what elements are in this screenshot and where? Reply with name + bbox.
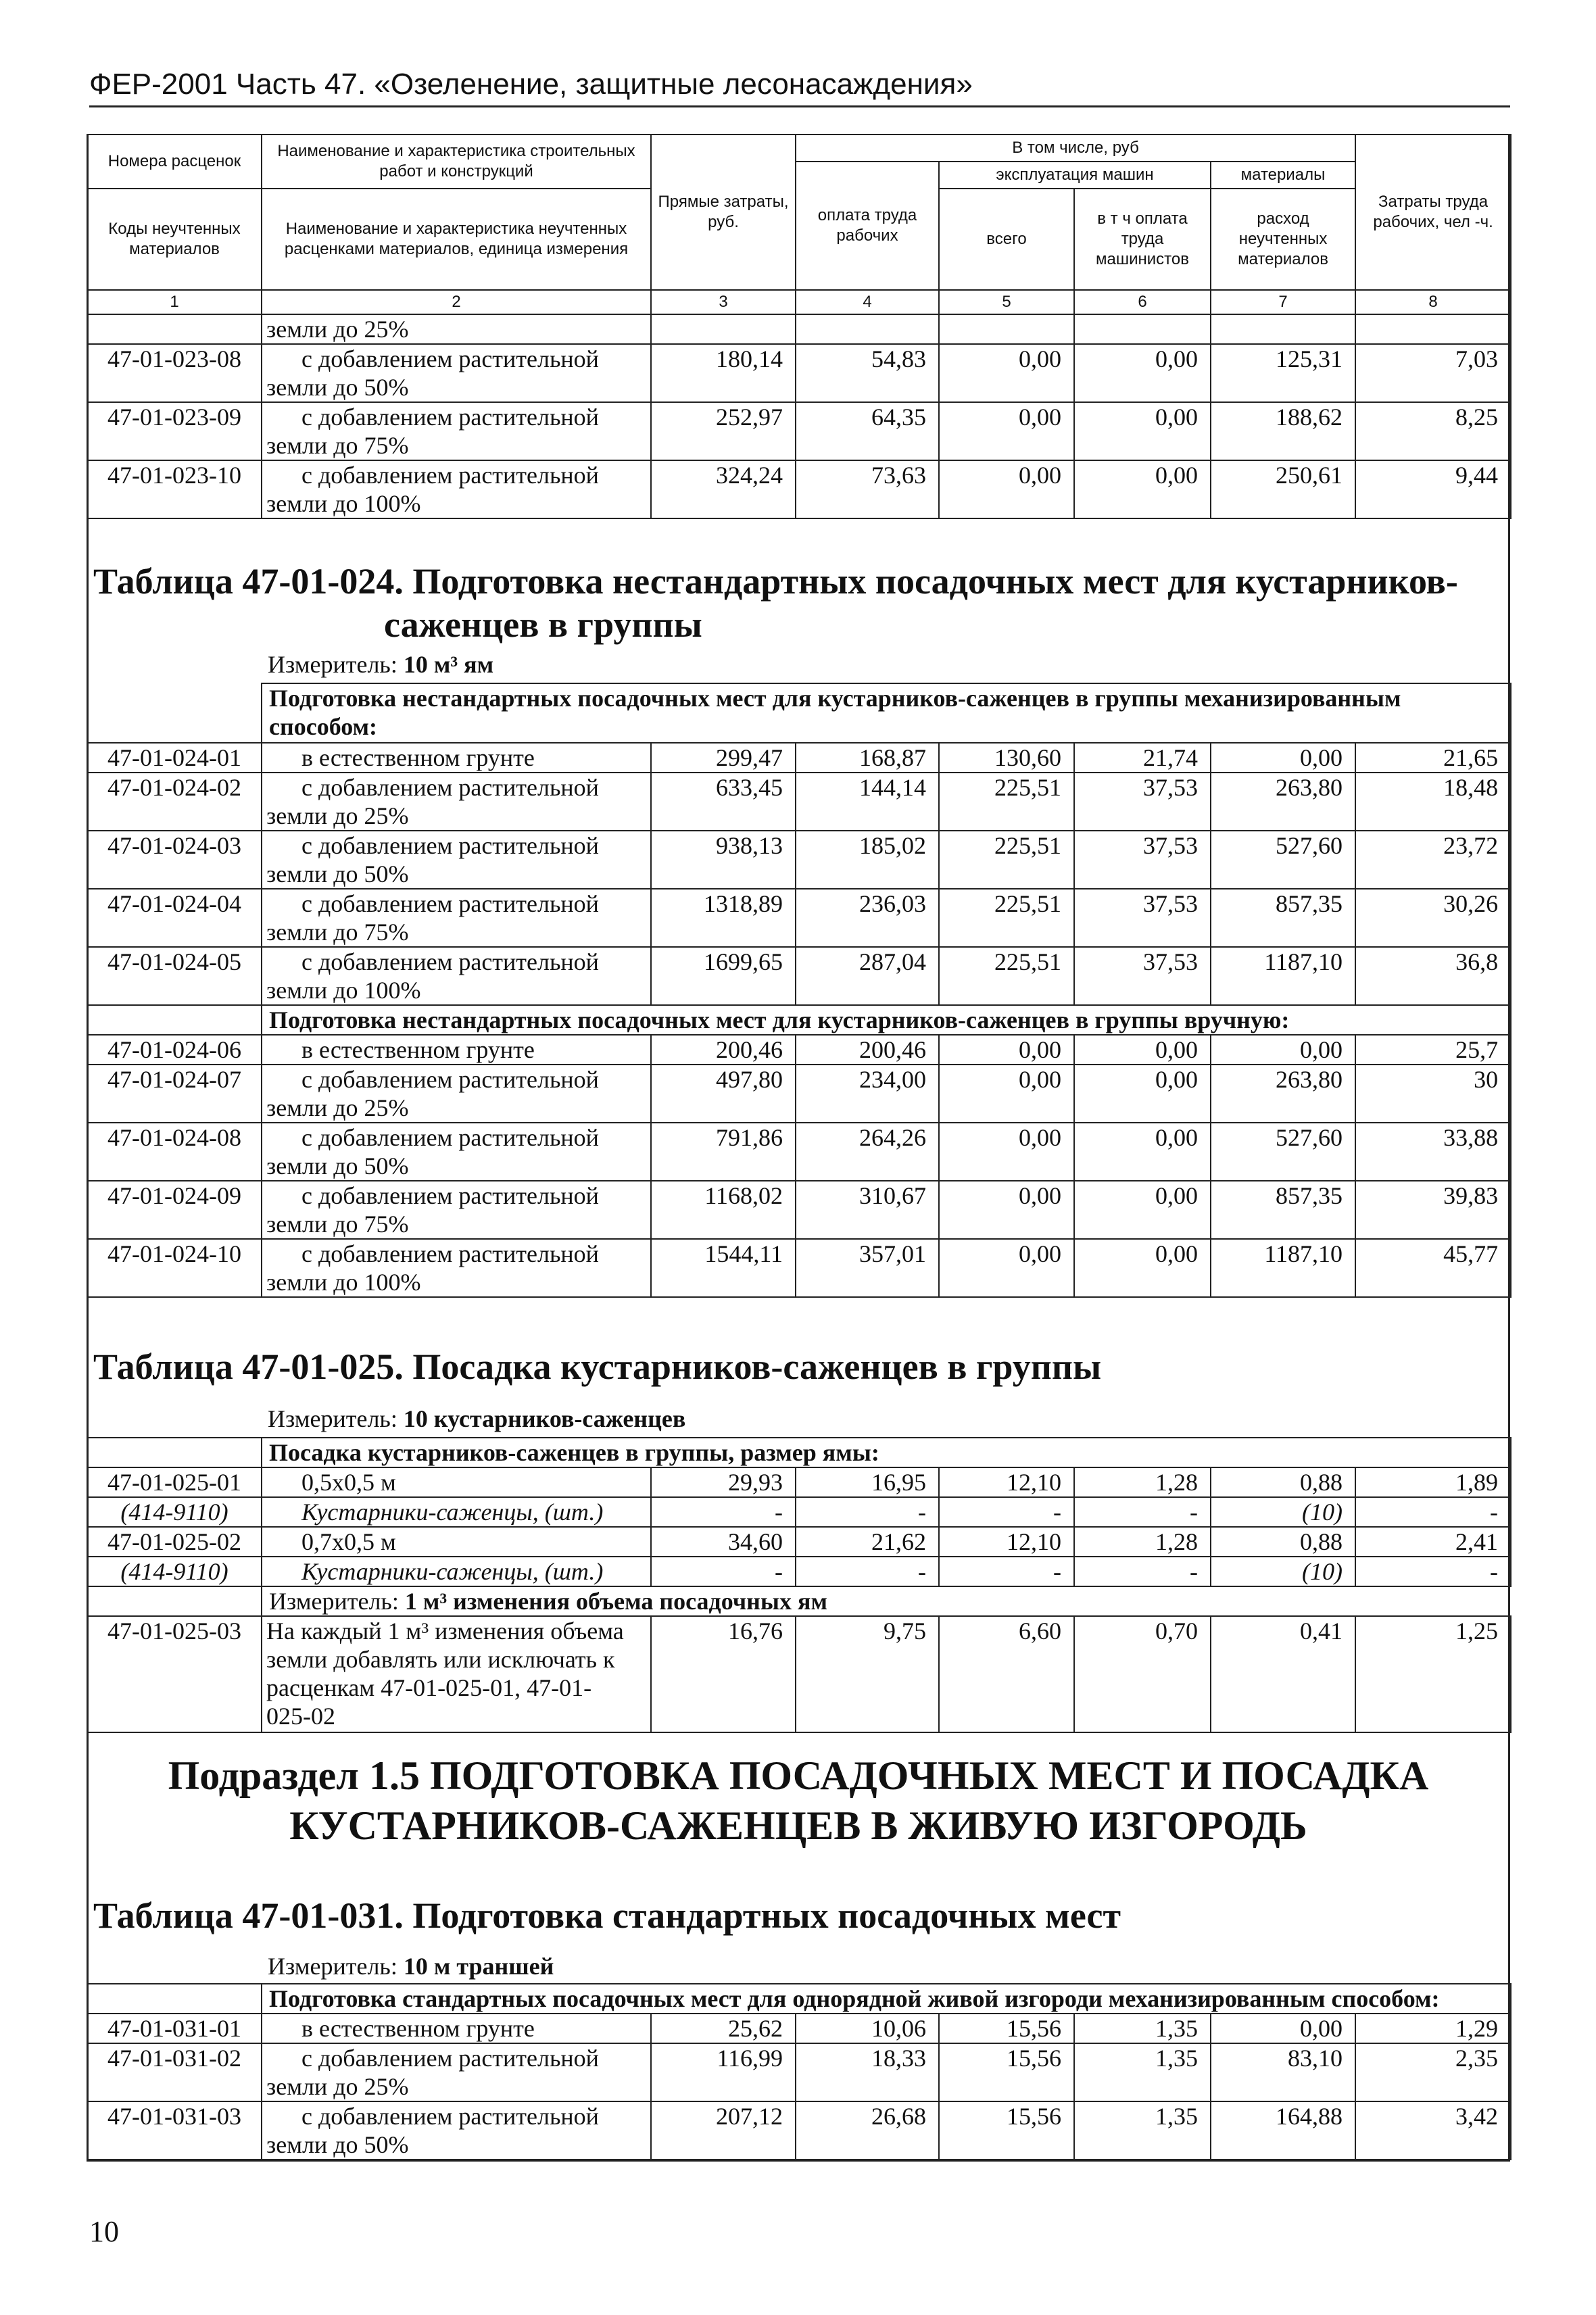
- value-wages: 168,87: [796, 743, 939, 773]
- value-wages: 310,67: [796, 1181, 939, 1239]
- value-wages: 9,75: [796, 1616, 939, 1732]
- value-direct: 1699,65: [651, 947, 796, 1005]
- value-wages: 185,02: [796, 831, 939, 889]
- value-machines: 15,56: [939, 2014, 1074, 2043]
- value-materials: 0,00: [1211, 1035, 1355, 1065]
- name-line: в естественном грунте: [301, 1036, 535, 1063]
- value-materials: 0,00: [1211, 743, 1355, 773]
- measure-label: Измеритель:: [268, 1405, 404, 1432]
- value-machines: 225,51: [939, 947, 1074, 1005]
- material-name: [262, 1557, 651, 1586]
- value-materials: 0,88: [1211, 1467, 1355, 1497]
- value-direct: 633,45: [651, 773, 796, 831]
- table-031-measure: [268, 1952, 554, 1980]
- value-materials: 250,61: [1211, 460, 1355, 518]
- value-direct: 116,99: [651, 2043, 796, 2101]
- name-line: с добавлением растительной: [301, 2103, 599, 2130]
- value-materials: 857,35: [1211, 889, 1355, 947]
- name-line: На каждый 1 м³ изменения объема: [266, 1617, 624, 1644]
- table-row: [87, 1239, 1511, 1297]
- name-line: с добавлением растительной: [301, 2045, 599, 2072]
- table-row: [87, 460, 1511, 518]
- value-machines-wages: 0,70: [1074, 1616, 1211, 1732]
- table-row: [87, 1123, 1511, 1181]
- name-line: с добавлением растительной: [301, 948, 599, 975]
- value-machines: 0,00: [939, 344, 1074, 402]
- value-direct: 299,47: [651, 743, 796, 773]
- value-direct: 938,13: [651, 831, 796, 889]
- table-row: [87, 947, 1511, 1005]
- value-machines: 225,51: [939, 889, 1074, 947]
- name-line: Кустарники-саженцы, (шт.): [301, 1498, 604, 1526]
- measure-value: 1 м³ изменения объема посадочных ям: [404, 1588, 827, 1615]
- col-incl: В том числе, руб: [796, 135, 1355, 162]
- value-wages: 287,04: [796, 947, 939, 1005]
- row-name: [262, 1467, 651, 1497]
- col-code-top: Номера расценок: [87, 135, 262, 189]
- value-machines-wages: 0,00: [1074, 1123, 1211, 1181]
- measure-value: 10 м траншей: [403, 1953, 554, 1980]
- value-machines: 0,00: [939, 1239, 1074, 1297]
- row-code: 47-01-031-03: [87, 2101, 262, 2160]
- value-machines-wages: 37,53: [1074, 947, 1211, 1005]
- name-line: с добавлением растительной: [301, 1182, 599, 1209]
- table-031: [87, 1983, 1512, 2160]
- table-025-title: Таблица 47-01-025. Посадка кустарников-саженцев в группы: [93, 1346, 1102, 1387]
- col-materials-cost: расход неучтенных материалов: [1211, 189, 1355, 290]
- value-materials: 0,88: [1211, 1527, 1355, 1557]
- value-wages: 18,33: [796, 2043, 939, 2101]
- value-direct: -: [651, 1557, 796, 1586]
- value-labor: 30,26: [1355, 889, 1511, 947]
- row-name: [262, 831, 651, 889]
- row-name: [262, 947, 651, 1005]
- row-name: [262, 2043, 651, 2101]
- name-line: земли до 50%: [266, 1152, 409, 1179]
- col-num: 6: [1074, 290, 1211, 314]
- value-wages: 16,95: [796, 1467, 939, 1497]
- subsection-line: КУСТАРНИКОВ-САЖЕНЦЕВ В ЖИВУЮ ИЗГОРОДЬ: [289, 1803, 1307, 1848]
- col-num: 3: [651, 290, 796, 314]
- value-machines-wages: 1,28: [1074, 1527, 1211, 1557]
- value-labor: 1,89: [1355, 1467, 1511, 1497]
- value-machines-wages: 1,28: [1074, 1467, 1211, 1497]
- value-wages: 64,35: [796, 402, 939, 460]
- row-code: 47-01-025-01: [87, 1467, 262, 1497]
- value-machines-wages: 0,00: [1074, 1065, 1211, 1123]
- value-machines: 12,10: [939, 1527, 1074, 1557]
- value-machines: -: [939, 1497, 1074, 1527]
- col-direct: Прямые затраты, руб.: [651, 135, 796, 290]
- name-line: с добавлением растительной: [301, 462, 599, 489]
- value-materials: 857,35: [1211, 1181, 1355, 1239]
- table-row: [87, 1467, 1511, 1497]
- row-name: [262, 1181, 651, 1239]
- row-code: 47-01-024-08: [87, 1123, 262, 1181]
- value-machines: 15,56: [939, 2043, 1074, 2101]
- value-wages: 26,68: [796, 2101, 939, 2160]
- value-machines-wages: 1,35: [1074, 2043, 1211, 2101]
- measure-value: 10 м³ ям: [403, 651, 494, 678]
- row-code: 47-01-024-04: [87, 889, 262, 947]
- table-row: [87, 2014, 1511, 2043]
- column-header-table: [87, 134, 1512, 315]
- value-direct: 252,97: [651, 402, 796, 460]
- column-numbers-row: [87, 290, 1511, 314]
- value-materials: 1187,10: [1211, 1239, 1355, 1297]
- value-machines: 6,60: [939, 1616, 1074, 1732]
- value-materials: 164,88: [1211, 2101, 1355, 2160]
- value-labor: 2,41: [1355, 1527, 1511, 1557]
- value-direct: 1544,11: [651, 1239, 796, 1297]
- row-code: 47-01-024-09: [87, 1181, 262, 1239]
- value-machines: 0,00: [939, 1123, 1074, 1181]
- value-machines: 0,00: [939, 1035, 1074, 1065]
- table-row: [87, 1065, 1511, 1123]
- value-wages: 200,46: [796, 1035, 939, 1065]
- measure-row: [262, 1586, 1511, 1616]
- value-labor: 25,7: [1355, 1035, 1511, 1065]
- value-direct: 25,62: [651, 2014, 796, 2043]
- value-direct: 34,60: [651, 1527, 796, 1557]
- material-name: [262, 1497, 651, 1527]
- name-line: земли до 25%: [266, 2073, 409, 2100]
- row-code: 47-01-025-02: [87, 1527, 262, 1557]
- row-name: [262, 889, 651, 947]
- measure-label: Измеритель:: [268, 1953, 404, 1980]
- col-code-bottom: Коды неучтенных материалов: [87, 189, 262, 290]
- name-line: в естественном грунте: [301, 2015, 535, 2042]
- name-line: с добавлением растительной: [301, 345, 599, 372]
- carry-text: земли до 25%: [262, 314, 651, 344]
- value-machines-wages: 0,00: [1074, 1181, 1211, 1239]
- col-labor: Затраты труда рабочих, чел -ч.: [1355, 135, 1511, 290]
- table-024-title: [93, 560, 1458, 646]
- row-name: [262, 1123, 651, 1181]
- value-machines-wages: 0,00: [1074, 402, 1211, 460]
- value-labor: 45,77: [1355, 1239, 1511, 1297]
- value-machines: 225,51: [939, 831, 1074, 889]
- name-line: 0,7х0,5 м: [301, 1528, 396, 1555]
- value-labor: 7,03: [1355, 344, 1511, 402]
- group-title: Подготовка нестандартных посадочных мест для кустарников-саженцев в группы вручную:: [262, 1005, 1511, 1035]
- name-line: земли до 50%: [266, 2131, 409, 2158]
- table-024: [87, 683, 1512, 1298]
- value-wages: 21,62: [796, 1527, 939, 1557]
- row-name: [262, 2101, 651, 2160]
- table-031-title: Таблица 47-01-031. Подготовка стандартных посадочных мест: [93, 1895, 1121, 1936]
- row-name: [262, 773, 651, 831]
- table-row: [87, 743, 1511, 773]
- name-line: с добавлением растительной: [301, 404, 599, 431]
- table-row: [87, 1181, 1511, 1239]
- value-machines: 15,56: [939, 2101, 1074, 2160]
- name-line: земли до 25%: [266, 1094, 409, 1121]
- row-name: [262, 402, 651, 460]
- row-code: 47-01-031-02: [87, 2043, 262, 2101]
- value-materials: 1187,10: [1211, 947, 1355, 1005]
- col-name-bottom: Наименование и характеристика неучтенных расценками материалов, единица измерения: [262, 189, 651, 290]
- value-materials: 188,62: [1211, 402, 1355, 460]
- name-line: с добавлением растительной: [301, 1124, 599, 1151]
- value-machines: 0,00: [939, 460, 1074, 518]
- name-line: земли до 25%: [266, 802, 409, 829]
- table-row: [87, 344, 1511, 402]
- col-num: 4: [796, 290, 939, 314]
- row-code: 47-01-024-10: [87, 1239, 262, 1297]
- value-materials: 0,41: [1211, 1616, 1355, 1732]
- name-line: земли добавлять или исключать к: [266, 1646, 615, 1673]
- col-num: 5: [939, 290, 1074, 314]
- value-materials: 125,31: [1211, 344, 1355, 402]
- table-025-measure: [268, 1405, 685, 1433]
- title-line: саженцев в группы: [384, 604, 702, 645]
- value-wages: 357,01: [796, 1239, 939, 1297]
- group-title: Подготовка нестандартных посадочных мест для кустарников-саженцев в группы механизированным способом:: [262, 683, 1511, 743]
- value-direct: 497,80: [651, 1065, 796, 1123]
- value-machines-wages: -: [1074, 1497, 1211, 1527]
- title-line: Таблица 47-01-024. Подготовка нестандартных посадочных мест для кустарников-: [93, 561, 1458, 602]
- group-title: Подготовка стандартных посадочных мест для однорядной живой изгороди механизированным способом:: [262, 1984, 1511, 2014]
- value-labor: -: [1355, 1497, 1511, 1527]
- value-machines-wages: 0,00: [1074, 344, 1211, 402]
- table-row: [87, 402, 1511, 460]
- name-line: земли до 100%: [266, 977, 421, 1004]
- value-machines: 0,00: [939, 402, 1074, 460]
- material-row: [87, 1497, 1511, 1527]
- page-number: 10: [89, 2215, 119, 2248]
- subsection-title: [87, 1751, 1510, 1851]
- value-machines: 225,51: [939, 773, 1074, 831]
- value-machines-wages: 1,35: [1074, 2101, 1211, 2160]
- col-wages: оплата труда рабочих: [796, 162, 939, 290]
- row-code: 47-01-023-08: [87, 344, 262, 402]
- value-machines: 0,00: [939, 1065, 1074, 1123]
- value-machines-wages: -: [1074, 1557, 1211, 1586]
- row-code: 47-01-024-06: [87, 1035, 262, 1065]
- row-name: [262, 460, 651, 518]
- name-line: земли до 100%: [266, 1269, 421, 1296]
- value-machines: -: [939, 1557, 1074, 1586]
- table-024-measure: [268, 650, 493, 679]
- table-row: [87, 773, 1511, 831]
- value-direct: 324,24: [651, 460, 796, 518]
- name-line: с добавлением растительной: [301, 1240, 599, 1267]
- row-name: [262, 1065, 651, 1123]
- value-materials: 527,60: [1211, 831, 1355, 889]
- value-machines-wages: 1,35: [1074, 2014, 1211, 2043]
- measure-label: Измеритель:: [269, 1588, 405, 1615]
- col-num: 7: [1211, 290, 1355, 314]
- name-line: земли до 100%: [266, 490, 421, 517]
- name-line: с добавлением растительной: [301, 890, 599, 917]
- value-materials: 263,80: [1211, 773, 1355, 831]
- value-machines-wages: 37,53: [1074, 831, 1211, 889]
- measure-value: 10 кустарников-саженцев: [403, 1405, 686, 1432]
- subsection-line: Подраздел 1.5 ПОДГОТОВКА ПОСАДОЧНЫХ МЕСТ И ПОСАДКА: [168, 1753, 1429, 1798]
- value-labor: 2,35: [1355, 2043, 1511, 2101]
- value-labor: 36,8: [1355, 947, 1511, 1005]
- material-code: (414-9110): [87, 1497, 262, 1527]
- value-machines-wages: 21,74: [1074, 743, 1211, 773]
- value-labor: 3,42: [1355, 2101, 1511, 2160]
- value-materials: (10): [1211, 1497, 1355, 1527]
- value-labor: 33,88: [1355, 1123, 1511, 1181]
- row-name: [262, 1616, 651, 1732]
- value-machines: 130,60: [939, 743, 1074, 773]
- value-wages: 234,00: [796, 1065, 939, 1123]
- value-wages: -: [796, 1557, 939, 1586]
- table-row: [87, 1527, 1511, 1557]
- col-machines-total: всего: [939, 189, 1074, 290]
- table-row: [87, 831, 1511, 889]
- name-line: Кустарники-саженцы, (шт.): [301, 1558, 604, 1585]
- row-name: [262, 2014, 651, 2043]
- name-line: земли до 75%: [266, 1211, 409, 1238]
- row-code: 47-01-024-02: [87, 773, 262, 831]
- row-name: [262, 743, 651, 773]
- table-023: [87, 314, 1512, 519]
- row-code: 47-01-025-03: [87, 1616, 262, 1732]
- col-name-top: Наименование и характеристика строительных работ и конструкций: [262, 135, 651, 189]
- value-wages: 264,26: [796, 1123, 939, 1181]
- name-line: с добавлением растительной: [301, 774, 599, 801]
- value-direct: 200,46: [651, 1035, 796, 1065]
- row-name: [262, 1035, 651, 1065]
- row-code: 47-01-024-05: [87, 947, 262, 1005]
- name-line: земли до 75%: [266, 432, 409, 459]
- row-name: [262, 1239, 651, 1297]
- value-machines-wages: 37,53: [1074, 773, 1211, 831]
- row-code: 47-01-024-07: [87, 1065, 262, 1123]
- value-labor: 9,44: [1355, 460, 1511, 518]
- value-labor: 8,25: [1355, 402, 1511, 460]
- value-labor: 1,29: [1355, 2014, 1511, 2043]
- name-line: расценкам 47-01-025-01, 47-01-: [266, 1674, 592, 1701]
- value-labor: 39,83: [1355, 1181, 1511, 1239]
- table-row: [87, 2101, 1511, 2160]
- value-labor: 21,65: [1355, 743, 1511, 773]
- name-line: в естественном грунте: [301, 744, 535, 771]
- col-num: 2: [262, 290, 651, 314]
- col-machines-wages: в т ч оплата труда машинистов: [1074, 189, 1211, 290]
- page-header: ФЕР-2001 Часть 47. «Озеленение, защитные лесонасаждения»: [89, 68, 1510, 107]
- name-line: с добавлением растительной: [301, 832, 599, 859]
- material-code: (414-9110): [87, 1557, 262, 1586]
- row-name: [262, 344, 651, 402]
- value-wages: -: [796, 1497, 939, 1527]
- value-direct: 180,14: [651, 344, 796, 402]
- value-direct: -: [651, 1497, 796, 1527]
- value-wages: 236,03: [796, 889, 939, 947]
- material-row: [87, 1557, 1511, 1586]
- table-025: [87, 1437, 1512, 1733]
- table-row: [87, 889, 1511, 947]
- value-labor: 18,48: [1355, 773, 1511, 831]
- table-row: [87, 1035, 1511, 1065]
- name-line: 0,5х0,5 м: [301, 1469, 396, 1496]
- name-line: 025-02: [266, 1703, 335, 1730]
- value-machines-wages: 37,53: [1074, 889, 1211, 947]
- value-direct: 16,76: [651, 1616, 796, 1732]
- value-labor: 30: [1355, 1065, 1511, 1123]
- name-line: земли до 50%: [266, 860, 409, 887]
- row-name: [262, 1527, 651, 1557]
- value-materials: 0,00: [1211, 2014, 1355, 2043]
- name-line: земли до 50%: [266, 374, 409, 401]
- value-direct: 1318,89: [651, 889, 796, 947]
- table-row: [87, 1616, 1511, 1732]
- value-wages: 73,63: [796, 460, 939, 518]
- row-code: 47-01-024-03: [87, 831, 262, 889]
- table-row: [87, 2043, 1511, 2101]
- name-line: с добавлением растительной: [301, 1066, 599, 1093]
- value-materials: 527,60: [1211, 1123, 1355, 1181]
- value-machines-wages: 0,00: [1074, 1035, 1211, 1065]
- col-num: 8: [1355, 290, 1511, 314]
- row-code: 47-01-023-10: [87, 460, 262, 518]
- value-materials: 263,80: [1211, 1065, 1355, 1123]
- row-code: 47-01-023-09: [87, 402, 262, 460]
- value-wages: 10,06: [796, 2014, 939, 2043]
- row-code: 47-01-024-01: [87, 743, 262, 773]
- value-labor: 23,72: [1355, 831, 1511, 889]
- name-line: земли до 75%: [266, 919, 409, 946]
- value-labor: -: [1355, 1557, 1511, 1586]
- value-labor: 1,25: [1355, 1616, 1511, 1732]
- value-direct: 207,12: [651, 2101, 796, 2160]
- col-num: 1: [87, 290, 262, 314]
- value-wages: 54,83: [796, 344, 939, 402]
- value-direct: 1168,02: [651, 1181, 796, 1239]
- value-machines: 12,10: [939, 1467, 1074, 1497]
- col-materials: материалы: [1211, 162, 1355, 189]
- value-machines-wages: 0,00: [1074, 1239, 1211, 1297]
- value-materials: 83,10: [1211, 2043, 1355, 2101]
- measure-label: Измеритель:: [268, 651, 404, 678]
- col-machines: эксплуатация машин: [939, 162, 1211, 189]
- value-direct: 791,86: [651, 1123, 796, 1181]
- group-title: Посадка кустарников-саженцев в группы, размер ямы:: [262, 1438, 1511, 1467]
- value-direct: 29,93: [651, 1467, 796, 1497]
- value-machines-wages: 0,00: [1074, 460, 1211, 518]
- value-materials: (10): [1211, 1557, 1355, 1586]
- value-machines: 0,00: [939, 1181, 1074, 1239]
- row-code: 47-01-031-01: [87, 2014, 262, 2043]
- value-wages: 144,14: [796, 773, 939, 831]
